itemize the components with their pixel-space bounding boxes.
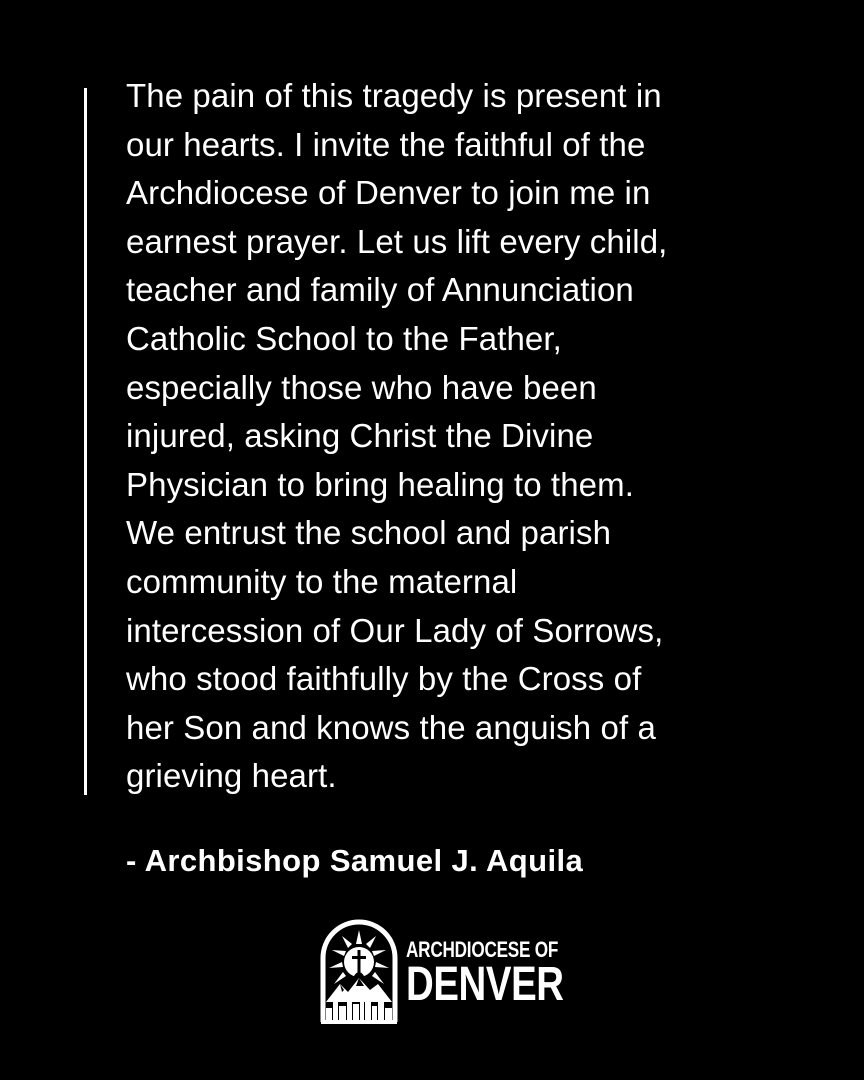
quote-bar bbox=[84, 88, 87, 795]
logo-line-denver: DENVER bbox=[406, 958, 564, 1011]
statement-line: Archdiocese of Denver to join me in bbox=[126, 174, 651, 212]
statement-line: community to the maternal bbox=[126, 562, 518, 600]
statement-line: grieving heart. bbox=[126, 757, 337, 795]
archdiocese-logo bbox=[318, 918, 564, 1026]
cathedral-sunburst-icon bbox=[318, 918, 400, 1024]
logo-wordmark bbox=[406, 937, 564, 1011]
statement-line: The pain of this tragedy is present in bbox=[126, 77, 662, 114]
statement-line: our hearts. I invite the faithful of the bbox=[126, 125, 646, 163]
statement-line: injured, asking Christ the Divine bbox=[126, 417, 594, 455]
statement-line: earnest prayer. Let us lift every child, bbox=[126, 222, 668, 260]
statement-line: her Son and knows the anguish of a bbox=[126, 708, 656, 746]
statement-line: We entrust the school and parish bbox=[126, 514, 612, 552]
attribution: - Archbishop Samuel J. Aquila bbox=[126, 843, 584, 878]
statement-line: Catholic School to the Father, bbox=[126, 319, 562, 357]
statement-line: especially those who have been bbox=[126, 368, 597, 406]
statement-line: intercession of Our Lady of Sorrows, bbox=[126, 611, 664, 649]
statement-line: Physician to bring healing to them. bbox=[126, 465, 634, 503]
statement-quote bbox=[126, 72, 846, 801]
logo-line-archdiocese: ARCHDIOCESE OF bbox=[406, 937, 559, 962]
statement-line: who stood faithfully by the Cross of bbox=[126, 660, 642, 698]
statement-line: teacher and family of Annunciation bbox=[126, 271, 634, 309]
